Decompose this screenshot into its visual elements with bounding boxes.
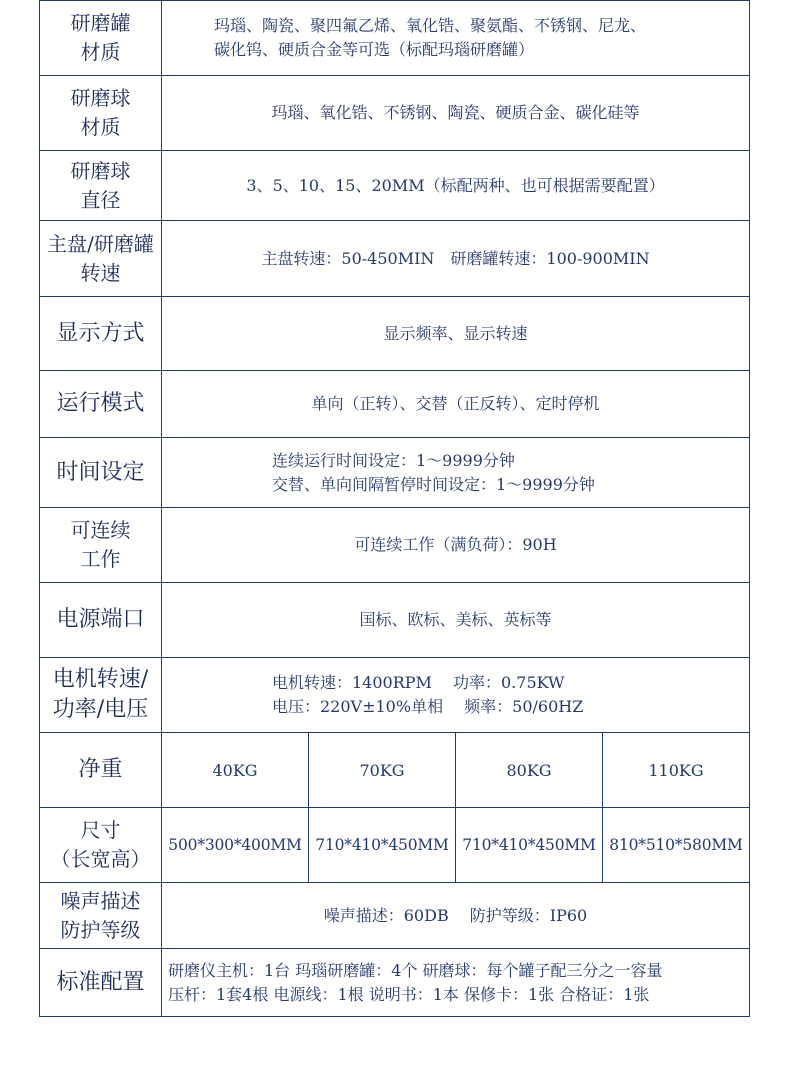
row-label: 运行模式 bbox=[40, 371, 162, 437]
row-value: 研磨仪主机：1台 玛瑙研磨罐：4个 研磨球：每个罐子配三分之一容量 压杆：1套4根 电源线：1根 说明书：1本 保修卡：1张 合格证：1张 bbox=[168, 960, 663, 1004]
spec-row-display bbox=[40, 296, 749, 370]
row-label: 尺寸 （长宽高） bbox=[40, 808, 162, 882]
row-value: 单向（正转）、交替（正反转）、定时停机 bbox=[311, 394, 600, 413]
spec-row-dimensions bbox=[40, 807, 749, 882]
spec-row-ball-diameter bbox=[40, 150, 749, 220]
spec-table bbox=[39, 0, 750, 1017]
row-label: 研磨球 直径 bbox=[40, 151, 162, 220]
row-value: 噪声描述：60DB 防护等级：IP60 bbox=[323, 905, 588, 925]
row-label: 研磨罐 材质 bbox=[40, 1, 162, 75]
row-label: 研磨球 材质 bbox=[40, 76, 162, 150]
spec-row-jar-material bbox=[40, 0, 749, 75]
row-label: 可连续 工作 bbox=[40, 508, 162, 582]
spec-row-speed bbox=[40, 220, 749, 296]
table-cell: 40KG bbox=[162, 733, 309, 807]
row-value: 可连续工作（满负荷）：90H bbox=[354, 535, 557, 554]
row-cells bbox=[162, 808, 749, 882]
spec-row-net-weight bbox=[40, 732, 749, 807]
spec-row-ball-material bbox=[40, 75, 749, 150]
table-cell: 70KG bbox=[309, 733, 456, 807]
spec-row-time-setting bbox=[40, 437, 749, 507]
row-label: 主盘/研磨罐 转速 bbox=[40, 221, 162, 296]
row-label: 时间设定 bbox=[40, 438, 162, 507]
table-cell: 710*410*450MM bbox=[456, 808, 603, 882]
row-value: 玛瑙、陶瓷、聚四氟乙烯、氧化锆、聚氨酯、不锈钢、尼龙、 碳化钨、硬质合金等可选（标配玛瑙研磨罐） bbox=[214, 16, 647, 59]
table-cell: 110KG bbox=[648, 760, 704, 780]
spec-row-standard-config bbox=[40, 948, 749, 1016]
row-label: 净重 bbox=[40, 733, 162, 807]
row-label: 标准配置 bbox=[40, 949, 162, 1016]
row-value: 国标、欧标、美标、英标等 bbox=[359, 610, 552, 629]
row-value: 主盘转速：50-450MIN 研磨罐转速：100-900MIN bbox=[261, 248, 650, 268]
row-value: 玛瑙、氧化锆、不锈钢、陶瓷、硬质合金、碳化硅等 bbox=[271, 103, 640, 122]
row-value: 电机转速：1400RPM 功率：0.75KW 电压：220V±10%单相 频率：50/60HZ bbox=[272, 673, 584, 716]
row-label: 电机转速/ 功率/电压 bbox=[40, 658, 162, 732]
spec-row-noise bbox=[40, 882, 749, 948]
table-cell: 810*510*580MM bbox=[609, 836, 743, 854]
row-label: 显示方式 bbox=[40, 297, 162, 370]
table-cell: 710*410*450MM bbox=[309, 808, 456, 882]
spec-row-motor bbox=[40, 657, 749, 732]
row-label: 噪声描述 防护等级 bbox=[40, 883, 162, 948]
row-label: 电源端口 bbox=[40, 583, 162, 657]
table-cell: 80KG bbox=[456, 733, 603, 807]
spec-row-run-mode bbox=[40, 370, 749, 437]
table-cell: 500*300*400MM bbox=[162, 808, 309, 882]
row-value: 显示频率、显示转速 bbox=[383, 323, 528, 343]
spec-row-continuous bbox=[40, 507, 749, 582]
row-cells bbox=[162, 733, 749, 807]
row-value: 3、5、10、15、20MM（标配两种、也可根据需要配置） bbox=[246, 175, 665, 195]
row-value: 连续运行时间设定：1～9999分钟 交替、单向间隔暂停时间设定：1～9999分钟 bbox=[272, 450, 595, 494]
spec-row-power-port bbox=[40, 582, 749, 657]
